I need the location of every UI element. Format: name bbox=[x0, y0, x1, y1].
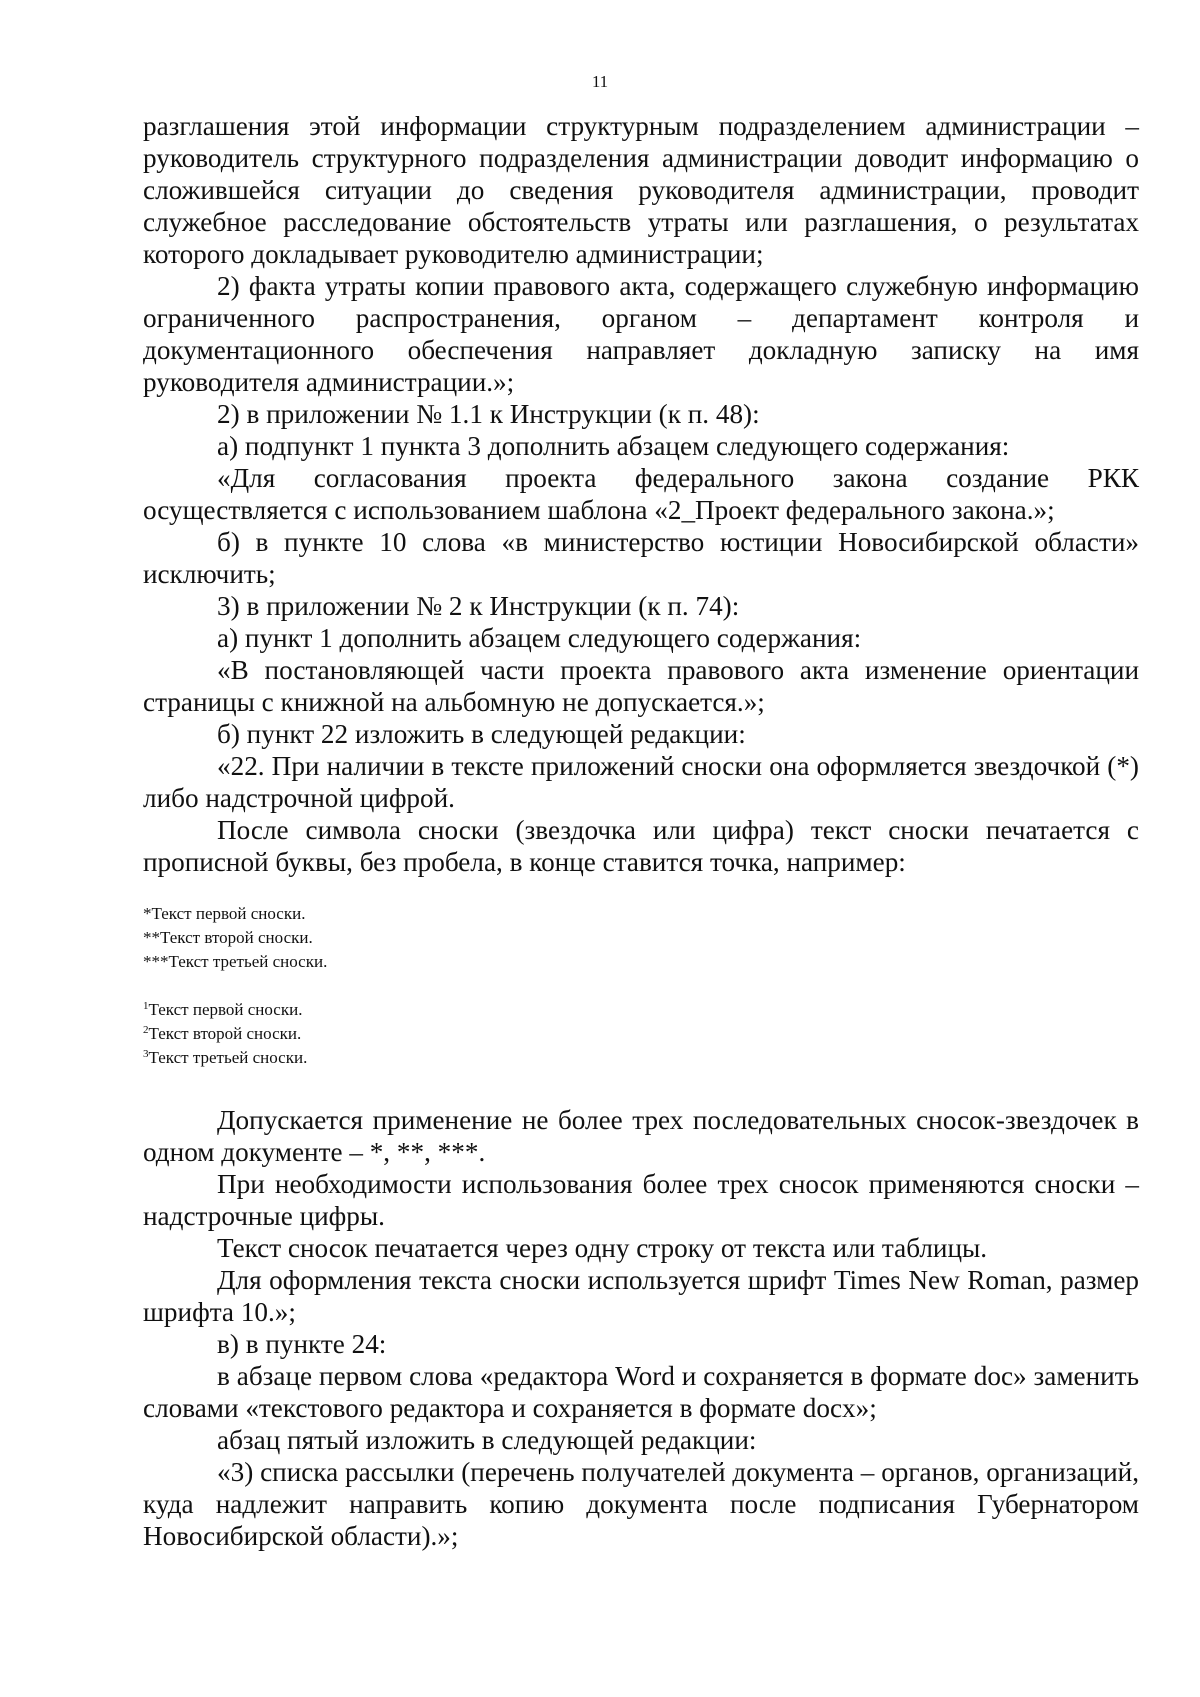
paragraph: «3) списка рассылки (перечень получателей документа – органов, организаций, куда надлежит направить копию документа после подписания Губернатором Новосибирской области).»; bbox=[143, 1457, 1139, 1551]
paragraph: Допускается применение не более трех последовательных сносок-звездочек в одном документе – *, **, ***. bbox=[143, 1105, 1139, 1167]
paragraph: а) пункт 1 дополнить абзацем следующего содержания: bbox=[217, 623, 862, 653]
paragraph: б) в пункте 10 слова «в министерство юстиции Новосибирской области» исключить; bbox=[143, 527, 1139, 589]
footnote-line: **Текст второй сноски. bbox=[143, 928, 313, 947]
footnote-example-numbers bbox=[143, 998, 1139, 1070]
footnote-line bbox=[143, 1046, 1139, 1070]
paragraph: «22. При наличии в тексте приложений сноски она оформляется звездочкой (*) либо надстрочной цифрой. bbox=[143, 751, 1139, 813]
footnote-line: ***Текст третьей сноски. bbox=[143, 952, 328, 971]
paragraph: При необходимости использования более трех сносок применяются сноски – надстрочные цифры. bbox=[143, 1169, 1139, 1231]
paragraph: «В постановляющей части проекта правового акта изменение ориентации страницы с книжной на альбомную не допускается.»; bbox=[143, 655, 1139, 717]
document-body bbox=[143, 110, 1139, 1552]
footnote-line bbox=[143, 1022, 1139, 1046]
paragraph: Для оформления текста сноски используется шрифт Times New Roman, размер шрифта 10.»; bbox=[143, 1265, 1139, 1327]
paragraph: в) в пункте 24: bbox=[217, 1329, 387, 1359]
footnote-mark: 3 bbox=[143, 1048, 149, 1060]
footnote-line: *Текст первой сноски. bbox=[143, 904, 306, 923]
paragraph: 3) в приложении № 2 к Инструкции (к п. 74): bbox=[217, 591, 740, 621]
paragraph: разглашения этой информации структурным подразделением администрации – руководитель структурного подразделения администрации доводит информацию о сложившейся ситуации до сведения руководителя администрации, проводит служебное расследование обстоятельств утраты или разглашения, о результатах которого докладывает руководителю администрации; bbox=[143, 111, 1139, 269]
footnote-line bbox=[143, 998, 1139, 1022]
footnote-mark: 2 bbox=[143, 1024, 149, 1036]
footnote-text: Текст первой сноски. bbox=[148, 1000, 303, 1019]
footnote-mark: 1 bbox=[143, 1000, 149, 1012]
paragraph: «Для согласования проекта федерального закона создание РКК осуществляется с использованием шаблона «2_Проект федерального закона.»; bbox=[143, 463, 1139, 525]
paragraph: Текст сносок печатается через одну строку от текста или таблицы. bbox=[217, 1233, 988, 1263]
paragraph: 2) факта утраты копии правового акта, содержащего служебную информацию ограниченного распространения, органом – департамент контроля и документационного обеспечения направляет докладную записку на имя руководителя администрации.»; bbox=[143, 271, 1139, 397]
page-number: 11 bbox=[591, 72, 609, 91]
footnote-text: Текст третьей сноски. bbox=[148, 1048, 308, 1067]
paragraph: в абзаце первом слова «редактора Word и сохраняется в формате doc» заменить словами «текстового редактора и сохраняется в формате docx»; bbox=[143, 1361, 1139, 1423]
document-body-continued bbox=[143, 1104, 1139, 1552]
paragraph: б) пункт 22 изложить в следующей редакции: bbox=[217, 719, 746, 749]
paragraph: После символа сноски (звездочка или цифра) текст сноски печатается с прописной буквы, без пробела, в конце ставится точка, например: bbox=[143, 815, 1139, 877]
paragraph: абзац пятый изложить в следующей редакции: bbox=[217, 1425, 757, 1455]
paragraph: 2) в приложении № 1.1 к Инструкции (к п. 48): bbox=[217, 399, 760, 429]
paragraph: а) подпункт 1 пункта 3 дополнить абзацем следующего содержания: bbox=[217, 431, 1010, 461]
footnote-text: Текст второй сноски. bbox=[148, 1024, 302, 1043]
footnote-example-stars bbox=[143, 902, 1139, 974]
